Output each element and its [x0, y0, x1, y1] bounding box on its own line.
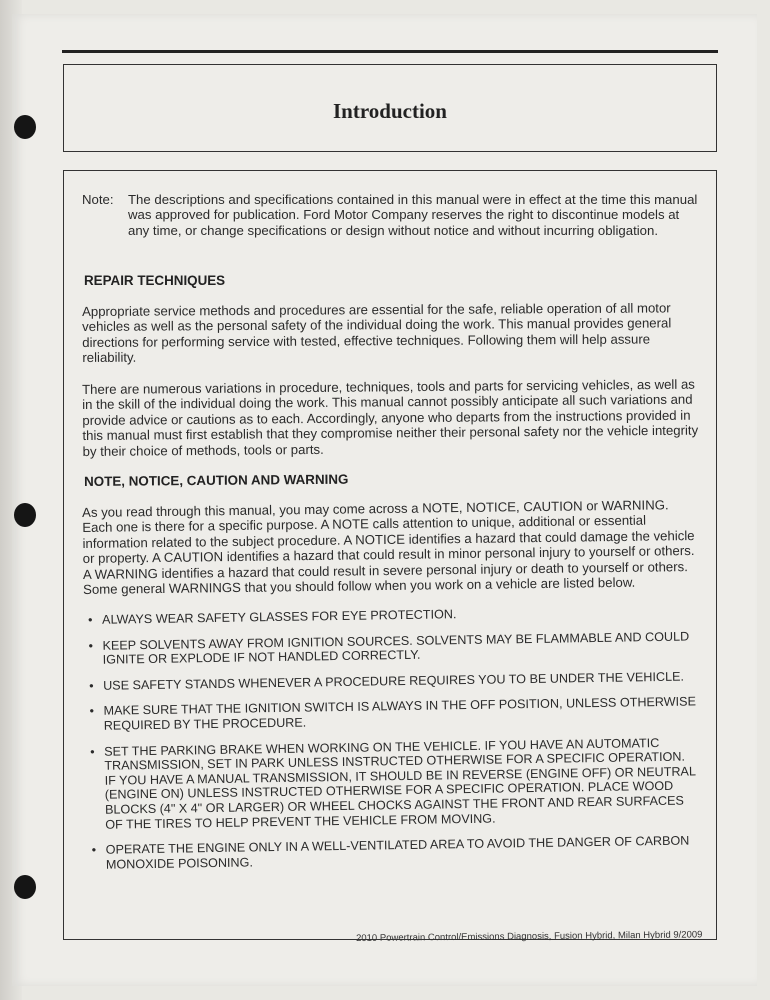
binder-hole — [14, 503, 36, 527]
list-item: • OPERATE THE ENGINE ONLY IN A WELL-VENTILATED AREA TO AVOID THE DANGER OF CARBON MONOXIDE POISONING. — [90, 834, 700, 873]
list-item: • ALWAYS WEAR SAFETY GLASSES FOR EYE PROTECTION. — [86, 603, 696, 627]
repair-heading: REPAIR TECHNIQUES — [84, 273, 226, 288]
list-item: • KEEP SOLVENTS AWAY FROM IGNITION SOURCES. SOLVENTS MAY BE FLAMMABLE AND COULD IGNITE OR EXPLODE IF NOT HANDLED CORRECTLY. — [86, 629, 696, 668]
list-item: • MAKE SURE THAT THE IGNITION SWITCH IS ALWAYS IN THE OFF POSITION, UNLESS OTHERWISE REQUIRED BY THE PROCEDURE. — [87, 695, 697, 734]
warnings-paragraph: As you read through this manual, you may come across a NOTE, NOTICE, CAUTION or WARNING. Each one is there for a specific purpose. A NOTE calls attention to unique, additional or essential information related to the subject procedure. A NOTICE identifies a hazard that could damage the vehicle or property. A CAUTION identifies a hazard that could result in minor personal injury to yourself or others. A WARNING identifies a hazard that could result in severe personal injury or death to yourself or others. Some general WARNINGS that you should follow when you work on a vehicle are listed below. — [82, 497, 695, 598]
note-block — [82, 192, 698, 238]
list-item: • USE SAFETY STANDS WHENEVER A PROCEDURE REQUIRES YOU TO BE UNDER THE VEHICLE. — [87, 669, 697, 693]
binder-hole — [14, 875, 36, 899]
warnings-heading: NOTE, NOTICE, CAUTION AND WARNING — [84, 471, 349, 489]
repair-paragraph-2: There are numerous variations in procedure, techniques, tools and parts for servicing vehicles, as well as in the skill of the individual doing the work. This manual cannot possibly anticipate all such variations and provide advice or cautions as to each. Accordingly, anyone who departs from the instructions provided in this manual must first establish that they compromise neither their personal safety nor the vehicle integrity by their choice of methods, tools or parts. — [82, 376, 699, 459]
repair-paragraph-1: Appropriate service methods and procedures are essential for the safe, reliable operation of all motor vehicles as well as the personal safety of the individual doing the work. This manual provides general directions for performing service with tested, effective techniques. Following them will help assure reliability. — [82, 300, 672, 366]
warnings-list — [86, 603, 700, 883]
note-label: Note: — [82, 192, 114, 207]
binder-hole — [14, 115, 36, 139]
page-footer: 2010 Powertrain Control/Emissions Diagnosis, Fusion Hybrid, Milan Hybrid 9/2009 — [356, 929, 703, 944]
header-rule — [62, 50, 718, 53]
page-title: Introduction — [333, 99, 447, 123]
title-box — [63, 64, 717, 152]
list-item: • SET THE PARKING BRAKE WHEN WORKING ON THE VEHICLE. IF YOU HAVE AN AUTOMATIC TRANSMISSION, SET IN PARK UNLESS INSTRUCTED OTHERWISE FOR A SPECIFIC OPERATION. IF YOU HAVE A MANUAL TRANSMISSION, IT SHOULD BE IN REVERSE (ENGINE OFF) OR NEUTRAL (ENGINE ON) UNLESS INSTRUCTED OTHERWISE FOR A SPECIFIC OPERATION. PLACE WOOD BLOCKS (4" X 4" OR LARGER) OR WHEEL CHOCKS AGAINST THE FRONT AND REAR SURFACES OF THE TIRES TO HELP PREVENT THE VEHICLE FROM MOVING. — [88, 735, 699, 832]
note-text: The descriptions and specifications contained in this manual were in effect at the time this manual was approved for publication. Ford Motor Company reserves the right to discontinue models at any time, or change specifications or design without notice and without incurring obligation. — [128, 192, 698, 238]
